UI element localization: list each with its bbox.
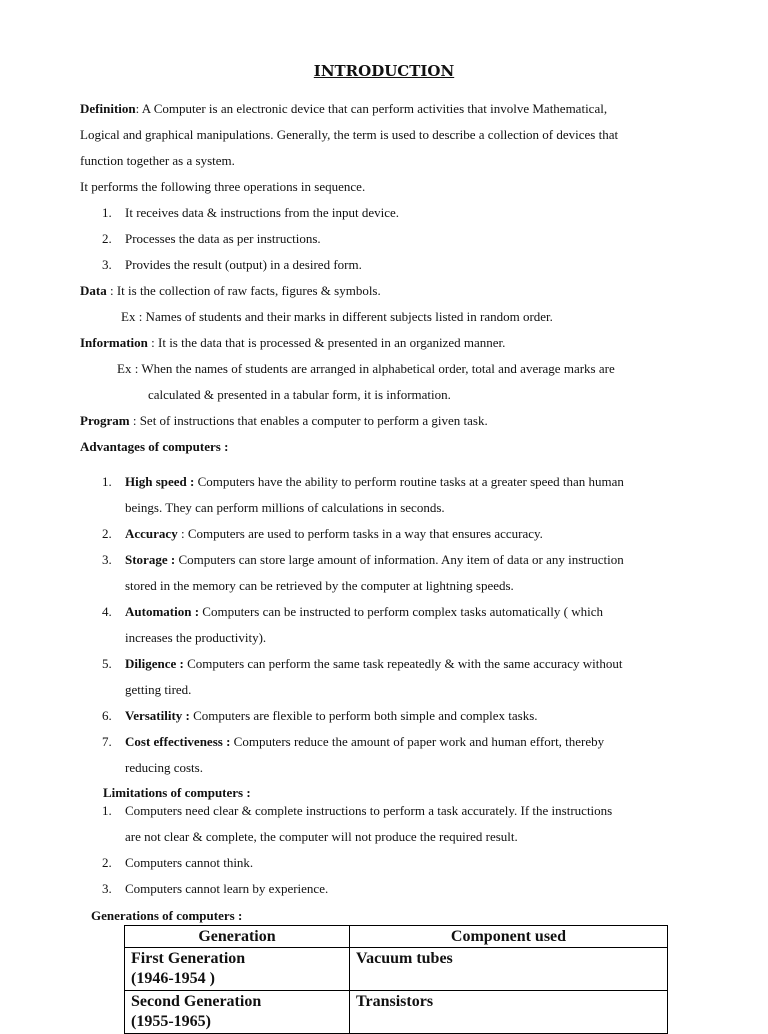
operation-item: Provides the result (output) in a desired form. xyxy=(125,257,362,272)
advantage-item xyxy=(125,604,603,620)
program-label: Program xyxy=(80,413,130,428)
table-row xyxy=(125,991,668,1034)
advantage-item xyxy=(125,734,604,750)
generations-heading: Generations of computers : xyxy=(91,908,243,923)
generation-years: (1946-1954 ) xyxy=(131,970,215,987)
limitation-number: 2. xyxy=(102,855,112,870)
advantage-number: 4. xyxy=(102,604,112,619)
limitation-item: Computers cannot learn by experience. xyxy=(125,881,329,896)
generations-table xyxy=(124,925,668,1034)
definition-line-1 xyxy=(80,101,607,117)
information-definition xyxy=(80,335,505,351)
generation-name: First Generation xyxy=(131,950,246,967)
advantage-item xyxy=(125,526,543,542)
advantage-text: Computers have the ability to perform routine tasks at a greater speed than human xyxy=(194,474,624,489)
page-title: INTRODUCTION xyxy=(313,62,455,80)
limitation-item: Computers need clear & complete instructions to perform a task accurately. If the instructions xyxy=(125,803,613,818)
advantage-label: Storage : xyxy=(125,552,176,567)
definition-line-2: Logical and graphical manipulations. Generally, the term is used to describe a collection of devices that xyxy=(80,127,619,142)
data-label: Data xyxy=(80,283,107,298)
advantage-label: Accuracy xyxy=(125,526,178,541)
generation-cell xyxy=(125,948,350,991)
definition-label: Definition xyxy=(80,101,136,116)
advantage-continuation: reducing costs. xyxy=(125,760,203,775)
advantage-number: 7. xyxy=(102,734,112,749)
advantages-heading: Advantages of computers : xyxy=(80,439,229,454)
advantage-number: 1. xyxy=(102,474,112,489)
advantage-text: : Computers are used to perform tasks in a way that ensures accuracy. xyxy=(177,526,543,541)
advantage-item xyxy=(125,552,624,568)
program-text: : Set of instructions that enables a computer to perform a given task. xyxy=(132,413,488,428)
advantage-item xyxy=(125,474,624,490)
advantage-label: High speed : xyxy=(125,474,195,489)
operations-intro: It performs the following three operations in sequence. xyxy=(80,179,366,194)
operation-item: It receives data & instructions from the input device. xyxy=(125,205,399,220)
column-header-component: Component used xyxy=(350,926,668,948)
table-header-row xyxy=(125,926,668,948)
advantage-label: Automation : xyxy=(125,604,200,619)
advantage-label: Versatility : xyxy=(125,708,190,723)
advantage-continuation: stored in the memory can be retrieved by the computer at lightning speeds. xyxy=(125,578,514,593)
data-definition xyxy=(80,283,381,299)
advantage-number: 6. xyxy=(102,708,112,723)
limitations-heading: Limitations of computers : xyxy=(103,785,251,800)
definition-line-3: function together as a system. xyxy=(80,153,235,168)
information-example-2: calculated & presented in a tabular form, it is information. xyxy=(148,387,451,402)
generation-name: Second Generation xyxy=(131,993,262,1010)
generation-years: (1955-1965) xyxy=(131,1013,211,1030)
limitation-item: Computers cannot think. xyxy=(125,855,254,870)
advantage-continuation: getting tired. xyxy=(125,682,192,697)
operation-number: 3. xyxy=(102,257,112,272)
data-example: Ex : Names of students and their marks in different subjects listed in random order. xyxy=(121,309,553,324)
advantage-number: 3. xyxy=(102,552,112,567)
generation-cell xyxy=(125,991,350,1034)
advantage-number: 2. xyxy=(102,526,112,541)
advantage-text: Computers are flexible to perform both simple and complex tasks. xyxy=(189,708,538,723)
data-text: : It is the collection of raw facts, figures & symbols. xyxy=(109,283,381,298)
limitation-number: 1. xyxy=(102,803,112,818)
advantage-text: Computers can perform the same task repeatedly & with the same accuracy without xyxy=(183,656,623,671)
component-cell: Vacuum tubes xyxy=(350,948,668,991)
advantage-text: Computers can be instructed to perform complex tasks automatically ( which xyxy=(199,604,604,619)
component-cell: Transistors xyxy=(350,991,668,1034)
advantage-label: Diligence : xyxy=(125,656,184,671)
advantage-label: Cost effectiveness : xyxy=(125,734,231,749)
operation-number: 2. xyxy=(102,231,112,246)
information-example-1: Ex : When the names of students are arranged in alphabetical order, total and average marks are xyxy=(117,361,615,376)
advantage-text: Computers reduce the amount of paper work and human effort, thereby xyxy=(230,734,605,749)
column-header-generation: Generation xyxy=(125,926,350,948)
operation-item: Processes the data as per instructions. xyxy=(125,231,321,246)
advantage-item xyxy=(125,708,538,724)
table-row xyxy=(125,948,668,991)
advantage-continuation: beings. They can perform millions of calculations in seconds. xyxy=(125,500,445,515)
operation-number: 1. xyxy=(102,205,112,220)
advantage-continuation: increases the productivity). xyxy=(125,630,267,645)
limitation-continuation: are not clear & complete, the computer will not produce the required result. xyxy=(125,829,518,844)
advantage-number: 5. xyxy=(102,656,112,671)
advantage-item xyxy=(125,656,622,672)
information-label: Information xyxy=(80,335,148,350)
advantage-text: Computers can store large amount of information. Any item of data or any instruction xyxy=(175,552,624,567)
limitation-number: 3. xyxy=(102,881,112,896)
definition-text-1: : A Computer is an electronic device that can perform activities that involve Mathematical, xyxy=(135,101,608,116)
information-text: : It is the data that is processed & presented in an organized manner. xyxy=(151,335,506,350)
program-definition xyxy=(80,413,488,429)
